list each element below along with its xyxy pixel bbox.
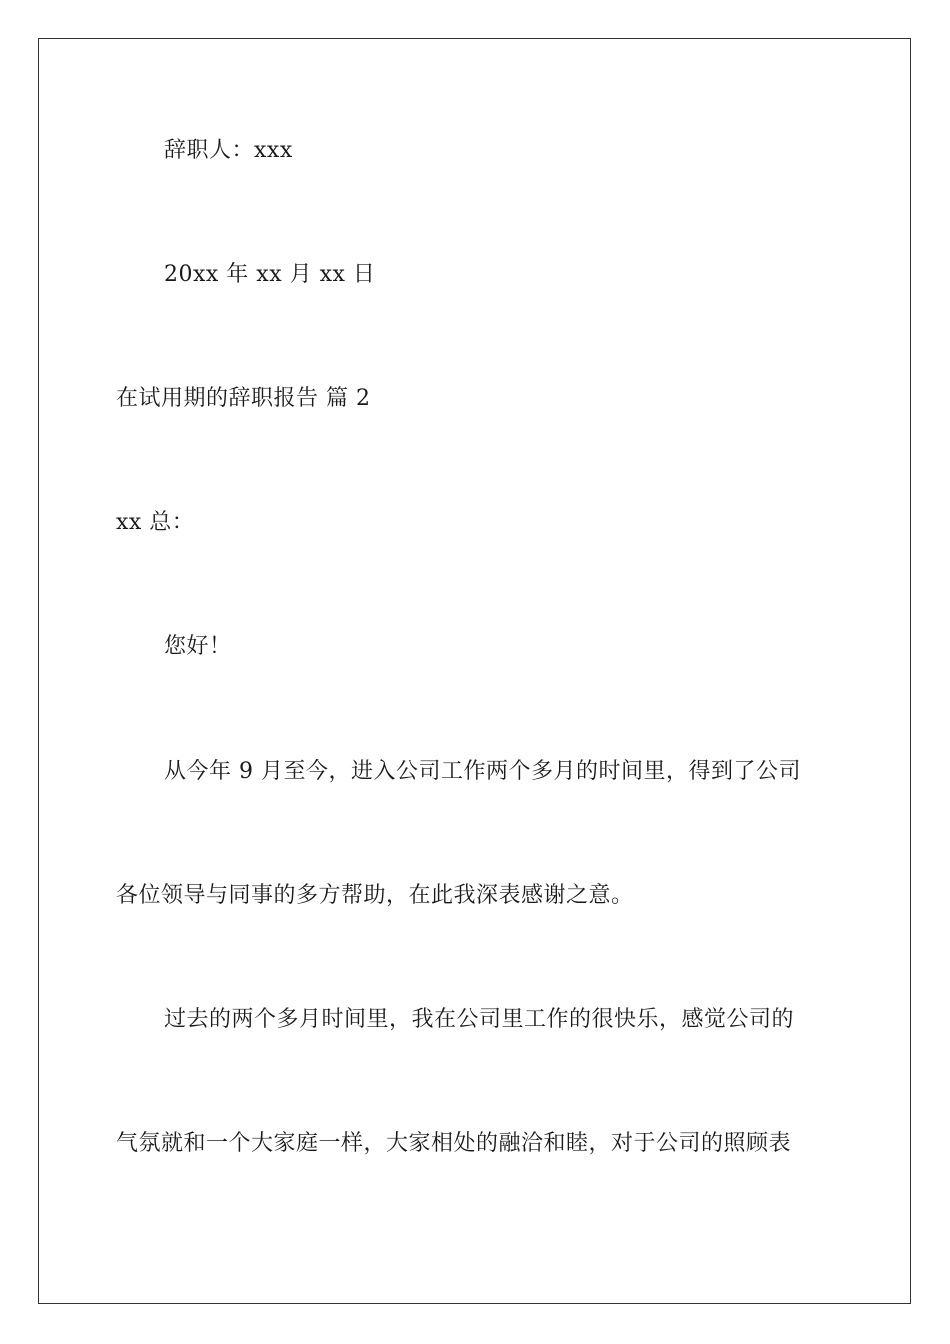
date-line: 20xx 年 xx 月 xx 日 <box>164 262 376 287</box>
salutation: xx 总： <box>116 510 195 535</box>
paragraph-2-line-1: 过去的两个多月时间里，我在公司里工作的很快乐，感觉公司的 <box>164 1007 795 1032</box>
paragraph-1-line-2: 各位领导与同事的多方帮助，在此我深表感谢之意。 <box>116 883 634 908</box>
paragraph-1-line-1: 从今年 9 月至今，进入公司工作两个多月的时间里，得到了公司 <box>164 759 801 784</box>
page-border <box>38 38 911 1304</box>
resigner-line: 辞职人：xxx <box>164 138 293 163</box>
paragraph-2-line-2: 气氛就和一个大家庭一样，大家相处的融洽和睦，对于公司的照顾表 <box>116 1131 792 1156</box>
greeting: 您好！ <box>164 634 232 659</box>
section-heading: 在试用期的辞职报告 篇 2 <box>116 386 371 411</box>
